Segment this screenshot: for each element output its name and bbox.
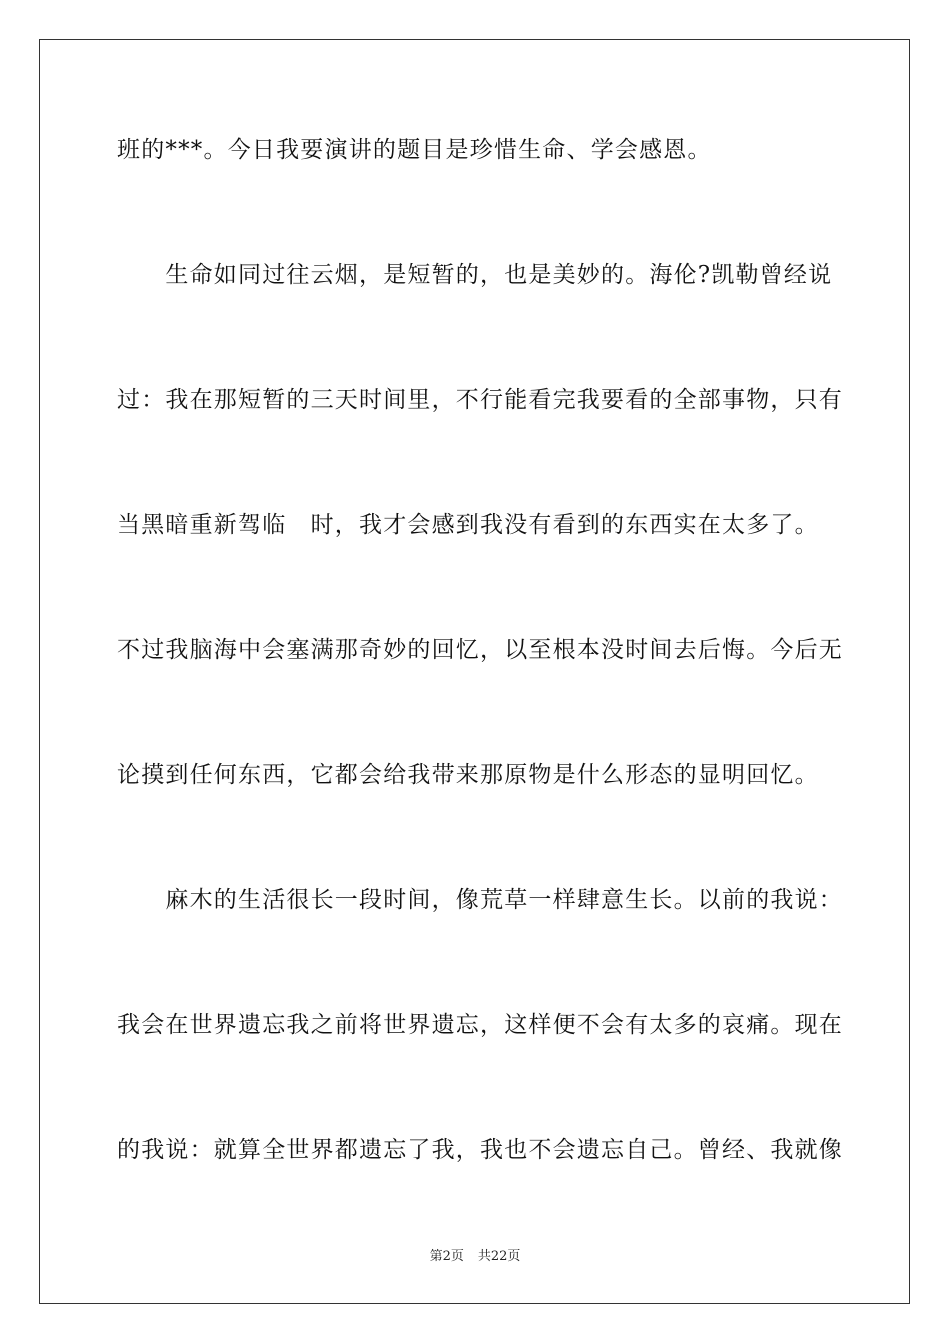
page-number: 第2页 (429, 1249, 464, 1264)
page-total: 共22页 (477, 1249, 521, 1264)
body-text-line: 当黑暗重新驾临 时，我才会感到我没有看到的东西实在太多了。 (117, 512, 819, 538)
page-frame (39, 39, 910, 1304)
body-text-line: 过：我在那短暂的三天时间里，不行能看完我要看的全部事物，只有 (117, 387, 843, 413)
body-text-line: 不过我脑海中会塞满那奇妙的回忆，以至根本没时间去后悔。今后无 (117, 637, 843, 663)
body-text-line: 生命如同过往云烟，是短暂的，也是美妙的。海伦?凯勒曾经说 (117, 262, 833, 288)
page-footer (0, 1248, 950, 1266)
body-text-line: 的我说：就算全世界都遗忘了我，我也不会遗忘自己。曾经、我就像 (117, 1137, 843, 1163)
body-text-line: 论摸到任何东西，它都会给我带来那原物是什么形态的显明回忆。 (117, 762, 819, 788)
body-text-line: 我会在世界遗忘我之前将世界遗忘，这样便不会有太多的哀痛。现在 (117, 1012, 843, 1038)
body-text-line: 麻木的生活很长一段时间，像荒草一样肆意生长。以前的我说： (117, 887, 843, 913)
body-text-line: 班的***。今日我要演讲的题目是珍惜生命、学会感恩。 (117, 137, 712, 163)
